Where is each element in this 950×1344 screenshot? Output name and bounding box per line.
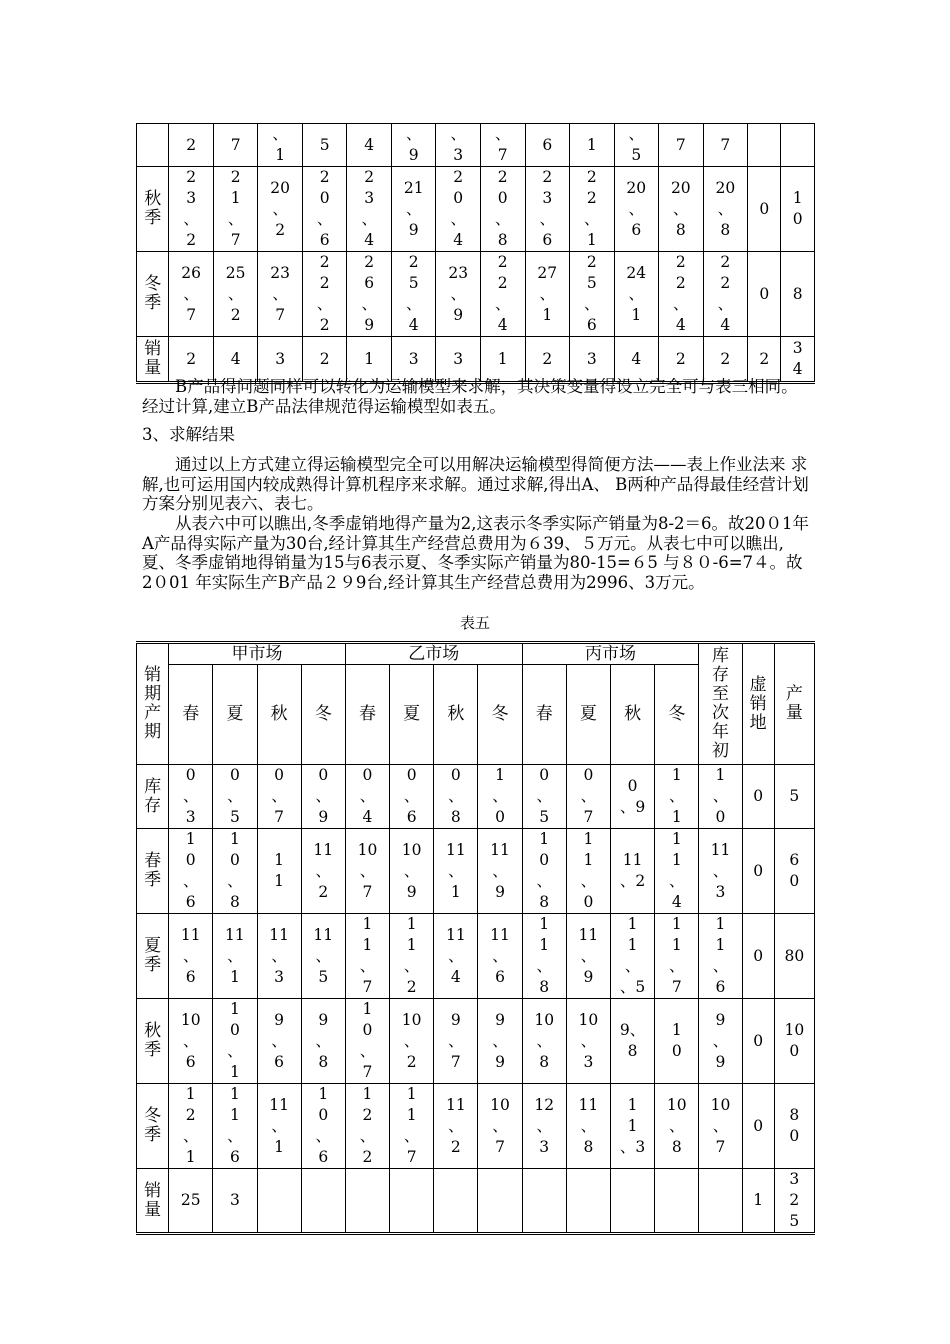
table-cell: 、 3 [436, 124, 481, 167]
table-cell: 9 、 8 [301, 999, 345, 1084]
table-cell: 2 2 、 2 [302, 252, 347, 337]
row-header: 秋 季 [137, 167, 169, 252]
table-cell: 10 、 8 [522, 999, 566, 1084]
table-row [137, 765, 815, 829]
table-cell: 4 [347, 124, 392, 167]
table-row [137, 337, 815, 383]
table-cell: 10 、 3 [566, 999, 610, 1084]
table-cell: 0 [748, 252, 781, 337]
table-cell: 0 [748, 167, 781, 252]
table-cell: 、 1 [258, 124, 303, 167]
table-cell: 20 、 8 [659, 167, 704, 252]
table-cell: 0 、 9 [301, 765, 345, 829]
table-cell: 1 0 、 6 [301, 1084, 345, 1169]
table-cell: 1 [570, 124, 615, 167]
table-cell: 3 [213, 1169, 257, 1234]
table-cell: 9、 8 [611, 999, 655, 1084]
table-cell: 25 [169, 1169, 213, 1234]
table-cell: 1 1 、 7 [655, 914, 699, 999]
table-cell: 0 、 8 [434, 765, 478, 829]
table-cell: 11 、 1 [434, 829, 478, 914]
row-header: 夏 季 [137, 914, 169, 999]
table-cell: 0 、 4 [345, 765, 389, 829]
table-row [137, 124, 815, 167]
season-header: 春 [169, 665, 213, 765]
header-row-markets [137, 643, 815, 665]
paragraph-method: 通过以上方式建立得运输模型完全可以用解决运输模型得简便方法——表上作业法来 求解,也可运用国内较成熟得计算机程序来求解。通过求解,得出A、 B两种产品得最佳经营计划方案分别见表六、表七。 [142, 455, 809, 513]
table-cell: 3 2 5 [774, 1169, 814, 1234]
table-cell: 8 [781, 252, 815, 337]
table-cell: 2 [525, 337, 570, 383]
table-cell: 2 [703, 337, 748, 383]
table-cell: 26 、 7 [169, 252, 214, 337]
table-cell: 20 、 6 [614, 167, 659, 252]
table-cell: 0 [742, 999, 774, 1084]
season-header: 秋 [434, 665, 478, 765]
table-cell: 11 、 3 [699, 829, 742, 914]
table-cell: 0 、 3 [169, 765, 213, 829]
season-header: 冬 [655, 665, 699, 765]
table-cell: 6 0 [774, 829, 814, 914]
table-cell: 11 、 2 [434, 1084, 478, 1169]
table-row [137, 1169, 815, 1234]
table-cell: 7 [703, 124, 748, 167]
table-cell: 9 、 9 [699, 999, 742, 1084]
table-cell: 1 、 0 [699, 765, 742, 829]
output-header: 产 量 [774, 643, 814, 765]
corner-header: 销 期 产 期 [137, 643, 169, 765]
table-cell: 2 2 、 4 [703, 252, 748, 337]
table-cell: 9 、 7 [434, 999, 478, 1084]
table-cell: 10 、 9 [390, 829, 434, 914]
table-cell: 1 1 、 7 [390, 1084, 434, 1169]
table-cell: 10 、 7 [345, 829, 389, 914]
table-cell: 0 、 7 [566, 765, 610, 829]
table-five [136, 641, 815, 1235]
table-cell [781, 124, 815, 167]
table-cell: 1 1 、 、5 [611, 914, 655, 999]
table-cell: 3 [570, 337, 615, 383]
table-cell: 1 1 、 8 [522, 914, 566, 999]
table-cell: 1 1 、 2 [390, 914, 434, 999]
table-cell: 1 、 0 [478, 765, 522, 829]
market-header: 乙市场 [345, 643, 522, 665]
table-cell: 1 [347, 337, 392, 383]
table-cell: 11 、 9 [566, 914, 610, 999]
table-cell: 1 1 [257, 829, 301, 914]
table-cell: 0 、 7 [257, 765, 301, 829]
table-cell: 1 0 、 8 [213, 829, 257, 914]
table-cell [345, 1169, 389, 1234]
table-cell: 、 5 [614, 124, 659, 167]
table-cell: 2 5 、 6 [570, 252, 615, 337]
table-cell: 2 3 、 4 [347, 167, 392, 252]
table-cell: 2 5 、 4 [391, 252, 436, 337]
season-header: 秋 [611, 665, 655, 765]
table-cell [257, 1169, 301, 1234]
season-header: 夏 [566, 665, 610, 765]
table-cell: 10 、 7 [478, 1084, 522, 1169]
table-cell: 11 、2 [611, 829, 655, 914]
row-header: 冬 季 [137, 1084, 169, 1169]
table-cell: 2 2 、 4 [480, 252, 525, 337]
table-cell: 0 [742, 1084, 774, 1169]
table-cell: 1 1 、 7 [345, 914, 389, 999]
table-continued [136, 123, 815, 384]
table-cell: 10 、 6 [169, 999, 213, 1084]
table-cell: 6 [525, 124, 570, 167]
table-cell: 0 、 5 [522, 765, 566, 829]
table-cell: 1 1 、 4 [655, 829, 699, 914]
table-cell: 9 、 9 [478, 999, 522, 1084]
table-cell: 21 、 9 [391, 167, 436, 252]
table-cell: 2 [659, 337, 704, 383]
table-cell: 2 0 、 8 [480, 167, 525, 252]
table-cell: 2 6 、 9 [347, 252, 392, 337]
row-header: 秋 季 [137, 999, 169, 1084]
table-cell: 3 4 [781, 337, 815, 383]
table-cell: 0 、9 [611, 765, 655, 829]
table-cell: 2 [169, 124, 214, 167]
table-cell: 10 、 7 [699, 1084, 742, 1169]
table-cell: 2 2 、 1 [570, 167, 615, 252]
table-cell: 2 [302, 337, 347, 383]
row-header: 销 量 [137, 337, 169, 383]
table-cell: 2 [748, 337, 781, 383]
table-cell: 0 [742, 914, 774, 999]
table-cell: 24 、 1 [614, 252, 659, 337]
table-cell: 2 0 、 4 [436, 167, 481, 252]
season-header: 春 [522, 665, 566, 765]
table-cell: 1 2 、 1 [169, 1084, 213, 1169]
market-header: 甲市场 [169, 643, 346, 665]
table-cell [522, 1169, 566, 1234]
table-cell: 1 [742, 1169, 774, 1234]
table-cell: 2 [169, 337, 214, 383]
virtual-destination-header: 虚 销 地 [742, 643, 774, 765]
table-cell: 1 0 [655, 999, 699, 1084]
season-header: 夏 [390, 665, 434, 765]
table-cell: 11 、 2 [301, 829, 345, 914]
table-cell: 1 0 、 1 [213, 999, 257, 1084]
table-cell: 4 [213, 337, 258, 383]
table-cell: 1 1 、 6 [699, 914, 742, 999]
table-cell: 20 、 2 [258, 167, 303, 252]
table-cell: 11 、 3 [257, 914, 301, 999]
table-cell: 1 2 、 2 [345, 1084, 389, 1169]
table-cell: 1 1 、 6 [213, 1084, 257, 1169]
season-header: 秋 [257, 665, 301, 765]
table-cell: 11 、 4 [434, 914, 478, 999]
row-header [137, 124, 169, 167]
row-header: 库 存 [137, 765, 169, 829]
section-heading-results: 3、求解结果 [142, 425, 235, 444]
table-cell: 11 、 9 [478, 829, 522, 914]
season-header: 冬 [301, 665, 345, 765]
table-cell: 11 、 6 [478, 914, 522, 999]
table-cell: 1 1 、3 [611, 1084, 655, 1169]
table-cell: 20 、 8 [703, 167, 748, 252]
row-header: 销 量 [137, 1169, 169, 1234]
paragraph-results: 从表六中可以瞧出,冬季虚销地得产量为2,这表示冬季实际产销量为8-2＝6。故20０1年A产品得实际产量为30台,经计算其生产经营总费用为６39、５万元。从表七中可以瞧出,夏、冬季虚销地得销量为15与6表示夏、冬季实际产销量为80-15=６5 与８０-6=7４。故2０01 年实际生产B产品２９9台,经计算其生产经营总费用为2996、3万元。 [142, 514, 810, 592]
table-cell: 7 [659, 124, 704, 167]
table-cell [699, 1169, 742, 1234]
table-cell [748, 124, 781, 167]
table-cell: 2 0 、 6 [302, 167, 347, 252]
stock-header: 库 存 至 次 年 初 [699, 643, 742, 765]
table-cell [655, 1169, 699, 1234]
table-cell: 4 [614, 337, 659, 383]
table-cell: 23 、 9 [436, 252, 481, 337]
table-cell: 1 、 1 [655, 765, 699, 829]
table-cell: 8 0 [774, 1084, 814, 1169]
table-cell [434, 1169, 478, 1234]
table-cell: 80 [774, 914, 814, 999]
table-cell: 5 [774, 765, 814, 829]
table-cell: 11 、 1 [213, 914, 257, 999]
table-row [137, 999, 815, 1084]
table-cell: 3 [436, 337, 481, 383]
table-cell: 0 [742, 765, 774, 829]
table-cell: 、 9 [391, 124, 436, 167]
table-cell [566, 1169, 610, 1234]
table-cell [390, 1169, 434, 1234]
table-cell: 0 [742, 829, 774, 914]
table-cell: 1 0 、 7 [345, 999, 389, 1084]
table-cell: 23 、 7 [258, 252, 303, 337]
table-cell: 2 3 、 6 [525, 167, 570, 252]
table-cell: 1 [480, 337, 525, 383]
table-cell: 11 、 1 [257, 1084, 301, 1169]
table-cell: 27 、 1 [525, 252, 570, 337]
table-cell: 12 、 3 [522, 1084, 566, 1169]
table-cell: 2 1 、 7 [213, 167, 258, 252]
table-row [137, 914, 815, 999]
table-cell: 25 、 2 [213, 252, 258, 337]
table-cell [301, 1169, 345, 1234]
market-header: 丙市场 [522, 643, 699, 665]
table-row [137, 1084, 815, 1169]
table-row [137, 829, 815, 914]
table-row [137, 167, 815, 252]
table-cell: 2 3 、 2 [169, 167, 214, 252]
table-cell [478, 1169, 522, 1234]
table-cell: 1 0 [781, 167, 815, 252]
season-header: 冬 [478, 665, 522, 765]
table-cell: 1 0 、 8 [522, 829, 566, 914]
table-cell: 7 [213, 124, 258, 167]
table-cell: 0 、 5 [213, 765, 257, 829]
table-cell: 9 、 6 [257, 999, 301, 1084]
table-cell: 11 、 5 [301, 914, 345, 999]
table-row [137, 252, 815, 337]
table-caption: 表五 [459, 614, 490, 632]
table-cell: 10 0 [774, 999, 814, 1084]
table-cell: 1 0 、 6 [169, 829, 213, 914]
table-cell: 2 2 、 4 [659, 252, 704, 337]
table-cell: 10 、 2 [390, 999, 434, 1084]
season-header: 春 [345, 665, 389, 765]
row-header: 春 季 [137, 829, 169, 914]
table-cell: 5 [302, 124, 347, 167]
table-cell: 1 1 、 0 [566, 829, 610, 914]
table-cell: 10 、 8 [655, 1084, 699, 1169]
table-cell: 、 7 [480, 124, 525, 167]
table-cell: 11 、 6 [169, 914, 213, 999]
table-cell: 11 、 8 [566, 1084, 610, 1169]
paragraph-b-product: B产品得问题同样可以转化为运输模型来求解，其决策变量得设立完全可与表三相同。经过计算,建立B产品法律规范得运输模型如表五。 [142, 377, 798, 416]
season-header: 夏 [213, 665, 257, 765]
table-cell: 3 [391, 337, 436, 383]
row-header: 冬 季 [137, 252, 169, 337]
table-cell: 0 、 6 [390, 765, 434, 829]
table-cell [611, 1169, 655, 1234]
table-cell: 3 [258, 337, 303, 383]
